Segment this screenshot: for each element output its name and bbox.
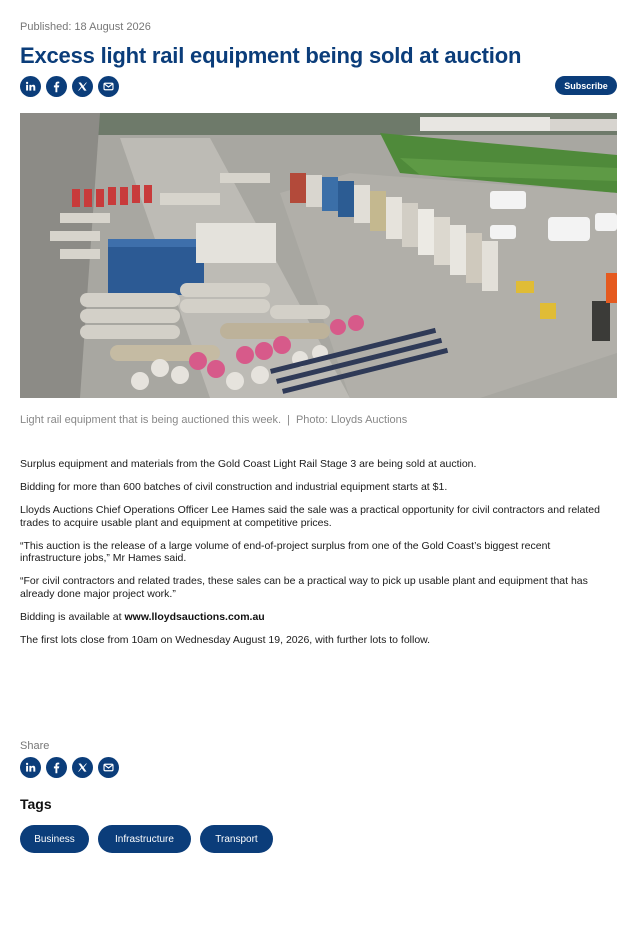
x-share-button[interactable]	[72, 76, 93, 97]
email-share-button[interactable]	[98, 757, 119, 778]
facebook-share-button[interactable]	[46, 757, 67, 778]
email-share-button[interactable]	[98, 76, 119, 97]
share-bar-top	[20, 76, 119, 97]
subscribe-button[interactable]: Subscribe	[555, 76, 617, 95]
linkedin-share-button[interactable]	[20, 757, 41, 778]
linkedin-icon	[24, 761, 37, 774]
article-body	[20, 458, 610, 657]
image-caption	[20, 414, 407, 426]
caption-separator: |	[287, 414, 290, 426]
article-paragraph: The first lots close from 10am on Wednesday August 19, 2026, with further lots to follow.	[20, 633, 431, 646]
article-paragraph: “For civil contractors and related trades, these sales can be a practical way to pick up usable plant and equipment that has already done major project work.”	[20, 575, 588, 600]
email-icon	[102, 80, 115, 93]
tags-list	[20, 825, 273, 853]
facebook-icon	[50, 761, 63, 774]
bidding-prefix: Bidding is available at	[20, 610, 125, 623]
tag-business[interactable]: Business	[20, 825, 89, 853]
x-icon	[76, 761, 89, 774]
lloyds-auctions-link[interactable]: www.lloydsauctions.com.au	[124, 610, 265, 623]
published-date: Published: 18 August 2026	[20, 21, 151, 33]
email-icon	[102, 761, 115, 774]
tag-transport[interactable]: Transport	[200, 825, 273, 853]
tags-heading: Tags	[20, 796, 52, 812]
facebook-share-button[interactable]	[46, 76, 67, 97]
share-label: Share	[20, 740, 50, 752]
x-icon	[76, 80, 89, 93]
article-paragraph: “This auction is the release of a large volume of end-of-project surplus from one of the Gold Coast’s biggest recent infrastructure jobs,” Mr Hames said.	[20, 539, 551, 564]
caption-text: Light rail equipment that is being auctioned this week.	[20, 414, 282, 426]
bidding-paragraph	[20, 611, 610, 624]
share-bar-bottom	[20, 757, 119, 778]
article-paragraph: Bidding for more than 600 batches of civil construction and industrial equipment starts at $1.	[20, 481, 448, 493]
photo-credit: Photo: Lloyds Auctions	[295, 414, 408, 426]
article-paragraph: Lloyds Auctions Chief Operations Officer Lee Hames said the sale was a practical opportunity for civil contractors and related trades to acquire usable plant and equipment at competitive prices.	[20, 504, 600, 529]
article-title: Excess light rail equipment being sold at auction	[20, 43, 522, 68]
linkedin-icon	[24, 80, 37, 93]
linkedin-share-button[interactable]	[20, 76, 41, 97]
article-paragraph: Surplus equipment and materials from the Gold Coast Light Rail Stage 3 are being sold at auction.	[20, 458, 477, 470]
article-hero-image	[20, 113, 617, 398]
x-share-button[interactable]	[72, 757, 93, 778]
tag-infrastructure[interactable]: Infrastructure	[98, 825, 191, 853]
facebook-icon	[50, 80, 63, 93]
aerial-equipment-yard-photo	[20, 113, 617, 398]
